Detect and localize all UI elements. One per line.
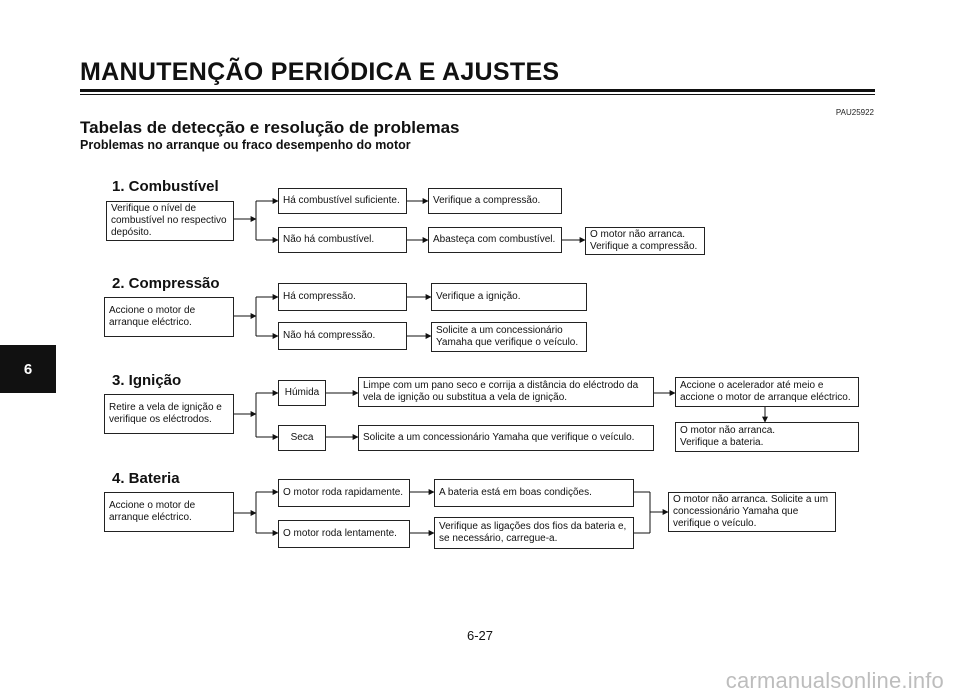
ignition-start-text: Retire a vela de ignição e verifique os eléctrodos. [109,402,222,425]
section-title: Tabelas de detecção e resolução de problemas [80,118,460,137]
page-header-title: MANUTENÇÃO PERIÓDICA E AJUSTES [80,58,560,86]
ignition-wet-text: Húmida [284,387,320,398]
ignition-start-box [104,394,234,434]
battery-fast-action-text: A bateria está em boas condições. [439,487,592,498]
battery-slow-action-box [434,517,634,549]
ignition-title: 3. Ignição [112,372,182,389]
ignition-wet-action-box [358,377,654,407]
compression-start-box [104,297,234,337]
ignition-result-box [675,422,859,452]
battery-start-box [104,492,234,532]
battery-title: 4. Bateria [112,470,180,487]
battery-slow-action-text: Verifique as ligações dos fios da bateria e, se necessário, carregue-a. [439,521,627,544]
fuel-title: 1. Combustível [112,178,219,195]
battery-start-text: Accione o motor de arranque eléctrico. [109,500,196,523]
battery-fast-action-box [434,479,634,507]
fuel-yes-action-box [428,188,562,214]
battery-result-text: O motor não arranca. Solicite a um concessionário Yamaha que verifique o veículo. [673,494,829,529]
ignition-dry-action-text: Solicite a um concessionário Yamaha que verifique o veículo. [363,432,635,443]
document-code: PAU25922 [835,108,874,117]
compression-title: 2. Compressão [112,275,220,292]
compression-yes-text: Há compressão. [283,291,356,302]
fuel-no-text: Não há combustível. [283,234,375,245]
ignition-dry-action-box [358,425,654,451]
compression-yes-box [278,283,407,311]
battery-fast-text: O motor roda rapidamente. [283,487,404,498]
compression-start-text: Accione o motor de arranque eléctrico. [109,305,196,328]
battery-slow-box [278,520,410,548]
ignition-wet-box [278,380,326,406]
fuel-no-box [278,227,407,253]
battery-fast-box [278,479,410,507]
ignition-wet-next-box [675,377,859,407]
header-rule-thin [80,94,875,95]
chapter-tab [0,345,56,393]
chapter-number: 6 [23,360,33,378]
fuel-start-box [106,201,234,241]
compression-yes-action-box [431,283,587,311]
battery-slow-text: O motor roda lentamente. [283,528,397,539]
fuel-result-box [585,227,705,255]
battery-result-box [668,492,836,532]
ignition-result-text: O motor não arranca. Verifique a bateria. [680,425,776,448]
section-subtitle: Problemas no arranque ou fraco desempenho do motor [80,138,411,152]
fuel-yes-box [278,188,407,214]
compression-yes-action-text: Verifique a ignição. [436,291,521,302]
ignition-wet-action-text: Limpe com um pano seco e corrija a distância do eléctrodo da vela de ignição ou substitua a vela de ignição. [363,380,639,403]
ignition-wet-next-text: Accione o acelerador até meio e accione o motor de arranque eléctrico. [680,380,851,403]
compression-no-action-text: Solicite a um concessionário Yamaha que verifique o veículo. [436,325,579,348]
compression-no-action-box [431,322,587,352]
compression-no-text: Não há compressão. [283,330,376,341]
compression-no-box [278,322,407,350]
ignition-dry-box [278,425,326,451]
fuel-no-action-text: Abasteça com combustível. [433,234,556,245]
fuel-yes-text: Há combustível suficiente. [283,195,400,206]
header-rule-thick [80,89,875,92]
ignition-dry-text: Seca [290,432,314,443]
fuel-no-action-box [428,227,562,253]
page-number: 6-27 [466,628,494,643]
fuel-yes-action-text: Verifique a compressão. [433,195,541,206]
watermark: carmanualsonline.info [725,668,944,693]
fuel-start-text: Verifique o nível de combustível no respectivo depósito. [111,203,227,238]
fuel-result-text: O motor não arranca. Verifique a compressão. [590,229,698,252]
